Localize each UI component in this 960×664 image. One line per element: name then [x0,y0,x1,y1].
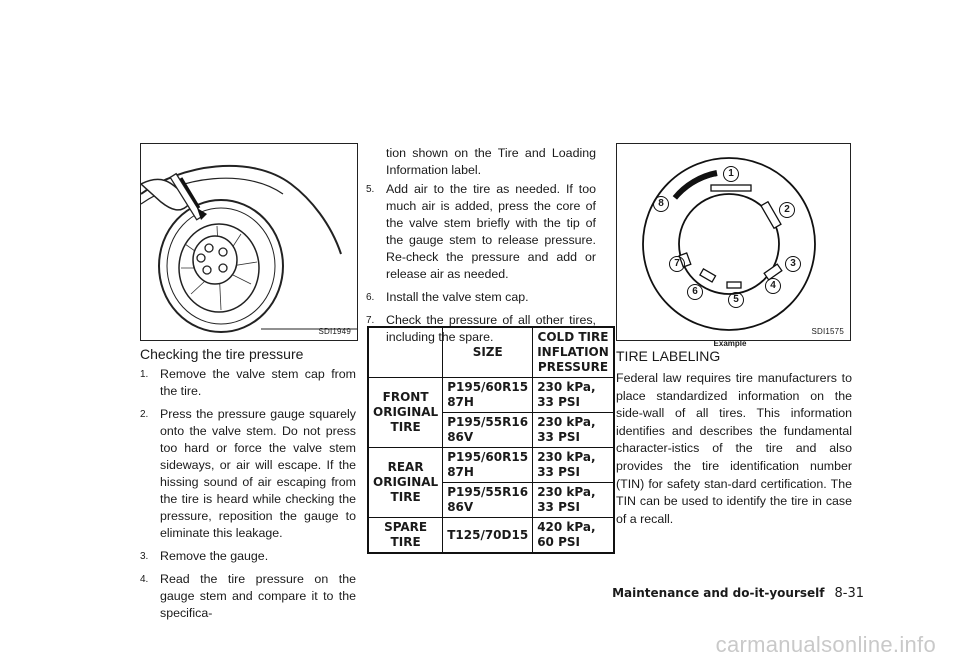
tire-pressure-table [367,326,615,554]
step-item: 1. Remove the valve stem cap from the tire. [140,367,356,398]
labeling-paragraph: Federal law requires tire manufacturers to place standardized information on the side-wall of all tires. This information identifies and describes the fundamental character-istics of the tire and also provides the tire identification number (TIN) for safety stan-dard certification. The TIN can be used to identify the tire in case of a recall. [616,371,852,526]
step-continuation: tion shown on the Tire and Loading Information label. [386,146,596,177]
checking-heading: Checking the tire pressure [140,346,304,362]
watermark: carmanualsonline.info [715,632,936,657]
tire-labeling-figure [616,143,851,341]
page-number: 8-31 [834,586,864,601]
size-cell: P195/55R16 86V [443,483,533,518]
size-cell: P195/55R16 86V [443,413,533,448]
marker-1: 1 [723,166,739,182]
table-row [368,448,614,483]
pressure-cell: 420 kPa, 60 PSI [533,518,614,554]
size-cell: P195/60R15 87H [443,448,533,483]
table-header: SIZE [443,327,533,378]
table-header: COLD TIRE INFLATION PRESSURE [533,327,614,378]
marker-7: 7 [669,256,685,272]
labeling-heading: TIRE LABELING [616,348,721,364]
marker-8: 8 [653,196,669,212]
table-header-row [368,327,614,378]
figure-code: SDI1949 [318,327,351,336]
size-cell: P195/60R15 87H [443,378,533,413]
marker-5: 5 [728,292,744,308]
footer-section-title: Maintenance and do-it-yourself [612,586,825,600]
figure-code: SDI1575 [811,327,844,336]
pressure-cell: 230 kPa, 33 PSI [533,378,614,413]
page-footer [612,586,864,601]
pressure-cell: 230 kPa, 33 PSI [533,448,614,483]
step-item: 2. Press the pressure gauge squarely onto the valve stem. Do not press too hard or force the valve stem sideways, or air will escape. If the hissing sound of air escaping from the tire is heard while checking the pressure, reposition the gauge to eliminate this leakage. [140,407,356,540]
marker-4: 4 [765,278,781,294]
pressure-cell: 230 kPa, 33 PSI [533,483,614,518]
table-row [368,378,614,413]
figure-caption: Example [713,339,747,348]
table-header [368,327,443,378]
checking-steps-list [140,366,356,628]
marker-2: 2 [779,202,795,218]
step-item: 7. Check the pressure of all other tires, including the spare. [366,313,596,344]
step-item: 4. Read the tire pressure on the gauge stem and compare it to the specifica- [140,572,356,620]
step-item: 5. Add air to the tire as needed. If too much air is added, press the core of the valve stem briefly with the tip of the gauge stem to release pressure. Re-check the pressure and add or release air as needed. [366,182,596,281]
row-group-label: SPARE TIRE [368,518,443,554]
size-cell: T125/70D15 [443,518,533,554]
table-row [368,518,614,554]
tire-gauge-illustration [141,144,357,340]
step-item: 6. Install the valve stem cap. [366,290,529,304]
tire-gauge-figure [140,143,358,341]
pressure-cell: 230 kPa, 33 PSI [533,413,614,448]
marker-3: 3 [785,256,801,272]
step-item: 3. Remove the gauge. [140,549,269,563]
row-group-label: REAR ORIGINAL TIRE [368,448,443,518]
row-group-label: FRONT ORIGINAL TIRE [368,378,443,448]
marker-6: 6 [687,284,703,300]
